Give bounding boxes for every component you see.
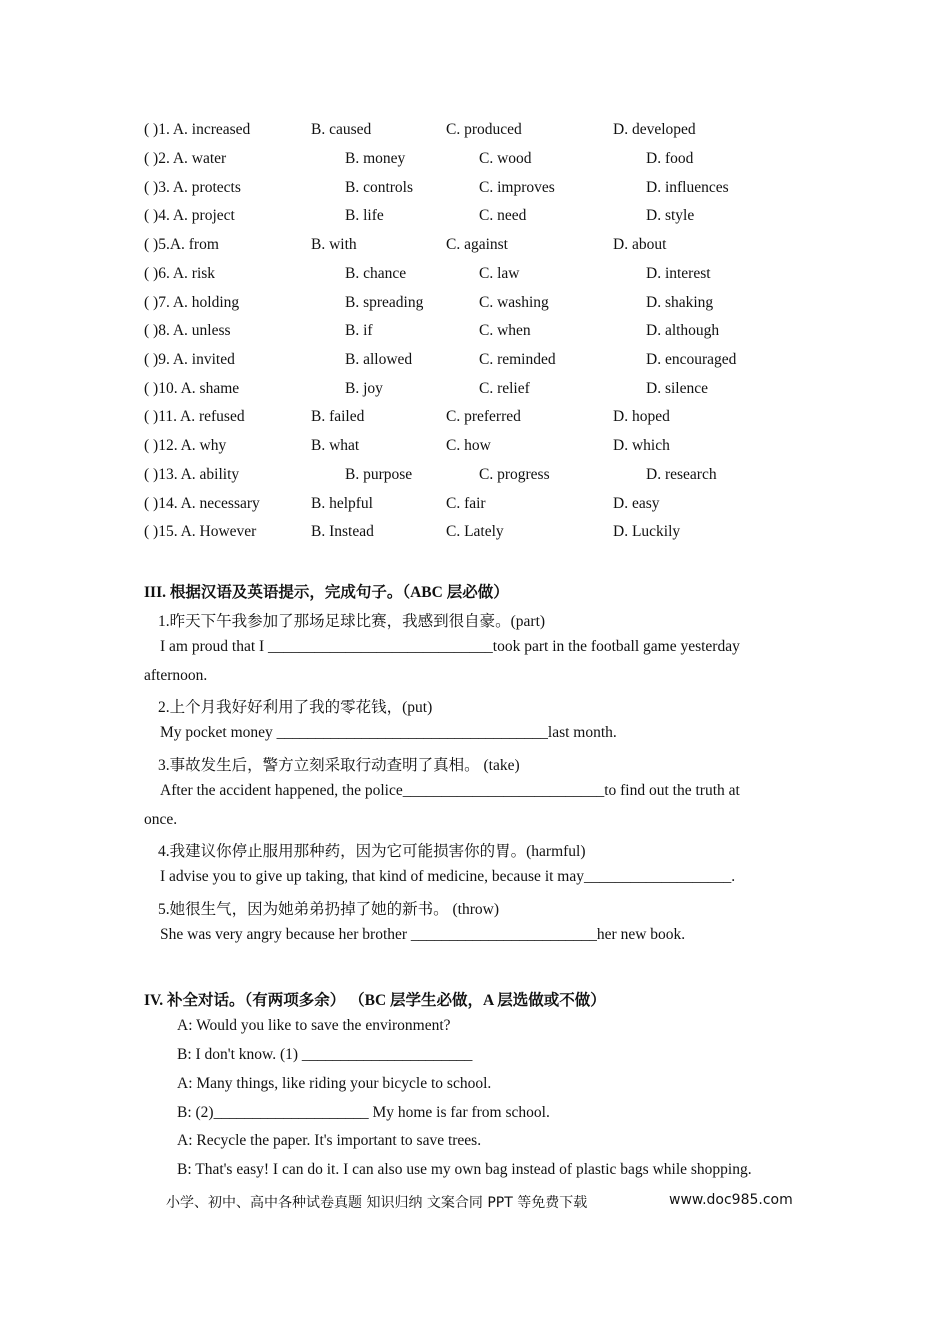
dialogue-line: B: That's easy! I can do it. I can also use my own bag instead of plastic bags while shopping.	[177, 1161, 752, 1178]
sentence-3-continuation: once.	[144, 811, 178, 828]
sentence-2-prompt: 2.上个月我好好利用了我的零花钱，(put)	[158, 699, 433, 716]
question-number-option-a: ( )14. A. necessary	[144, 495, 260, 512]
sentence-1-continuation: afternoon.	[144, 667, 208, 684]
option-b: B. joy	[345, 380, 383, 397]
question-row	[0, 437, 950, 459]
question-row	[0, 294, 950, 316]
question-number-option-a: ( )11. A. refused	[144, 408, 245, 425]
option-d: D. style	[646, 207, 695, 224]
dialogue-line: B: (2)____________________ My home is far from school.	[177, 1104, 550, 1121]
sentence-4-answer-line: I advise you to give up taking, that kind of medicine, because it may___________________.	[160, 868, 736, 885]
option-d: D. interest	[646, 265, 711, 282]
question-row	[0, 236, 950, 258]
option-c: C. relief	[479, 380, 530, 397]
option-d: D. about	[613, 236, 667, 253]
question-row	[0, 495, 950, 517]
option-b: B. if	[345, 322, 373, 339]
dialogue-line: A: Would you like to save the environment?	[177, 1017, 451, 1034]
question-number-option-a: ( )1. A. increased	[144, 121, 251, 138]
option-c: C. when	[479, 322, 531, 339]
option-d: D. silence	[646, 380, 708, 397]
question-number-option-a: ( )5.A. from	[144, 236, 219, 253]
option-b: B. spreading	[345, 294, 424, 311]
question-row	[0, 380, 950, 402]
option-b: B. controls	[345, 179, 414, 196]
option-c: C. reminded	[479, 351, 556, 368]
option-c: C. how	[446, 437, 491, 454]
sentence-1-prompt: 1.昨天下午我参加了那场足球比赛，我感到很自豪。(part)	[158, 613, 546, 630]
option-b: B. with	[311, 236, 357, 253]
option-b: B. allowed	[345, 351, 413, 368]
dialogue-line: A: Many things, like riding your bicycle to school.	[177, 1075, 492, 1092]
option-d: D. developed	[613, 121, 696, 138]
question-number-option-a: ( )12. A. why	[144, 437, 227, 454]
question-row	[0, 265, 950, 287]
question-number-option-a: ( )15. A. However	[144, 523, 257, 540]
question-row	[0, 408, 950, 430]
option-d: D. shaking	[646, 294, 714, 311]
question-number-option-a: ( )7. A. holding	[144, 294, 240, 311]
sentence-2-answer-line: My pocket money ___________________________________last month.	[160, 724, 617, 741]
question-row	[0, 322, 950, 344]
option-d: D. research	[646, 466, 717, 483]
section-4-heading: IV. 补全对话。（有两项多余） （BC 层学生必做，A 层选做或不做）	[144, 992, 606, 1009]
option-d: D. influences	[646, 179, 729, 196]
option-c: C. law	[479, 265, 520, 282]
option-c: C. against	[446, 236, 508, 253]
option-d: D. food	[646, 150, 694, 167]
option-d: D. Luckily	[613, 523, 681, 540]
option-b: B. money	[345, 150, 406, 167]
question-number-option-a: ( )4. A. project	[144, 207, 235, 224]
option-b: B. what	[311, 437, 360, 454]
option-b: B. caused	[311, 121, 372, 138]
option-c: C. fair	[446, 495, 486, 512]
footer-ad-text: 小学、初中、高中各种试卷真题 知识归纳 文案合同 PPT 等免费下载	[166, 1195, 588, 1211]
option-c: C. progress	[479, 466, 550, 483]
question-number-option-a: ( )13. A. ability	[144, 466, 240, 483]
option-c: C. Lately	[446, 523, 504, 540]
question-number-option-a: ( )2. A. water	[144, 150, 227, 167]
sentence-3-prompt: 3.事故发生后，警方立刻采取行动查明了真相。 (take)	[158, 757, 520, 774]
question-row	[0, 351, 950, 373]
sentence-1-answer-line: I am proud that I _____________________________took part in the football game yesterday	[160, 638, 740, 655]
dialogue-line: A: Recycle the paper. It's important to save trees.	[177, 1132, 482, 1149]
dialogue-line: B: I don't know. (1) ______________________	[177, 1046, 473, 1063]
option-b: B. chance	[345, 265, 407, 282]
question-row	[0, 150, 950, 172]
question-number-option-a: ( )8. A. unless	[144, 322, 231, 339]
option-b: B. Instead	[311, 523, 374, 540]
option-c: C. preferred	[446, 408, 521, 425]
question-row	[0, 523, 950, 545]
question-number-option-a: ( )6. A. risk	[144, 265, 216, 282]
question-number-option-a: ( )10. A. shame	[144, 380, 240, 397]
sentence-5-answer-line: She was very angry because her brother ________________________her new book.	[160, 926, 686, 943]
question-row	[0, 121, 950, 143]
option-d: D. easy	[613, 495, 660, 512]
question-row	[0, 466, 950, 488]
option-c: C. produced	[446, 121, 522, 138]
section-3-heading: III. 根据汉语及英语提示，完成句子。（ABC 层必做）	[144, 584, 509, 601]
option-b: B. life	[345, 207, 384, 224]
option-b: B. purpose	[345, 466, 413, 483]
footer-website-link[interactable]: www.doc985.com	[669, 1192, 793, 1208]
question-row	[0, 179, 950, 201]
option-d: D. encouraged	[646, 351, 737, 368]
option-b: B. failed	[311, 408, 365, 425]
option-c: C. washing	[479, 294, 549, 311]
question-row	[0, 207, 950, 229]
question-number-option-a: ( )9. A. invited	[144, 351, 235, 368]
option-b: B. helpful	[311, 495, 373, 512]
sentence-4-prompt: 4.我建议你停止服用那种药，因为它可能损害你的胃。(harmful)	[158, 843, 586, 860]
option-c: C. need	[479, 207, 527, 224]
option-c: C. improves	[479, 179, 555, 196]
option-d: D. hoped	[613, 408, 670, 425]
sentence-5-prompt: 5.她很生气，因为她弟弟扔掉了她的新书。 (throw)	[158, 901, 499, 918]
option-d: D. although	[646, 322, 720, 339]
option-c: C. wood	[479, 150, 532, 167]
sentence-3-answer-line: After the accident happened, the police__________________________to find out the truth at	[160, 782, 740, 799]
question-number-option-a: ( )3. A. protects	[144, 179, 241, 196]
option-d: D. which	[613, 437, 670, 454]
